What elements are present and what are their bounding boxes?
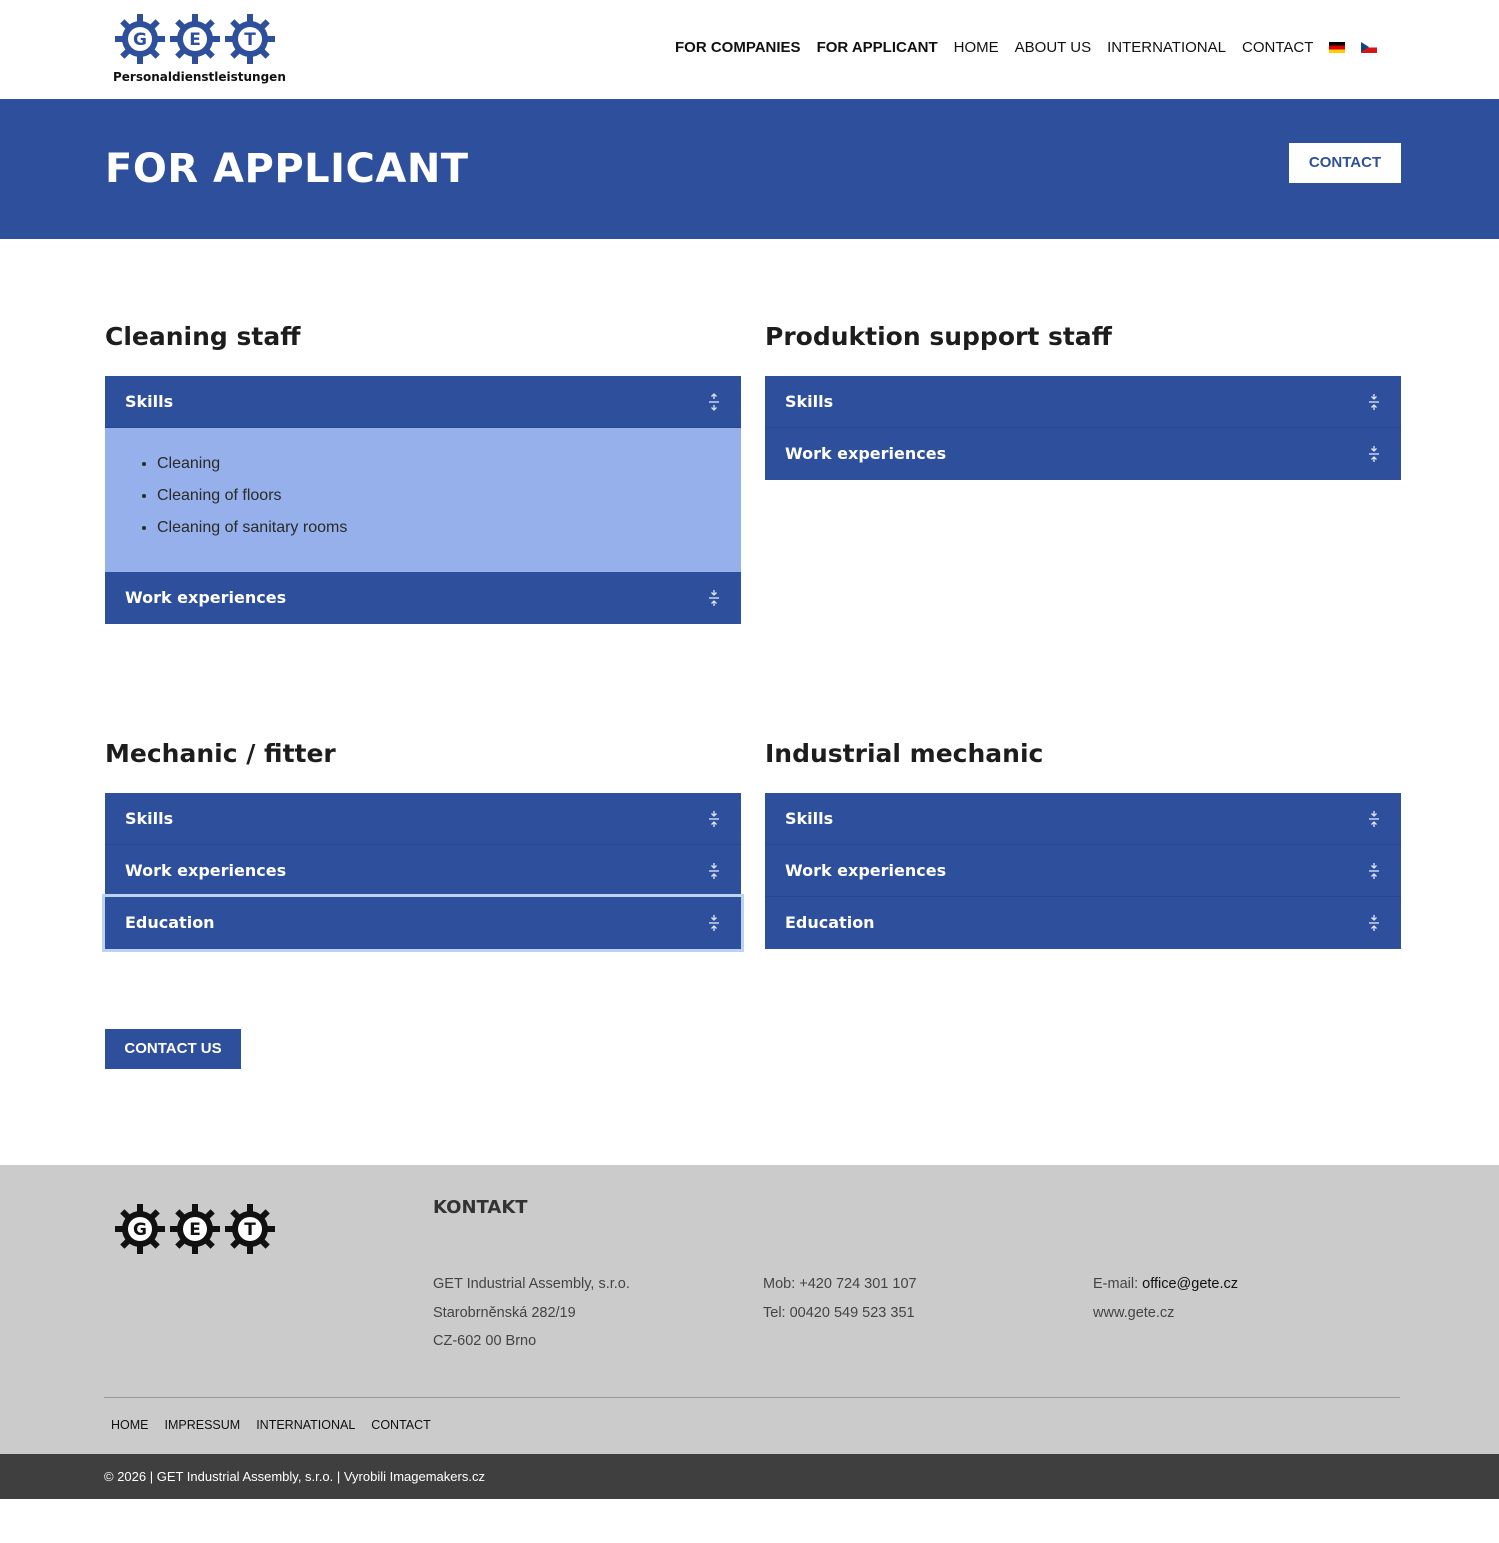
telephone: Tel: 00420 549 523 351 [763,1304,915,1321]
logo-letter: T [244,30,256,50]
accordion-header-skills[interactable] [105,376,741,428]
section-title: Mechanic / fitter [105,739,336,768]
gear-logo-icon [110,12,282,68]
footer-address [433,1270,630,1356]
copyright-bar [0,1454,1499,1499]
email-link[interactable]: office@gete.cz [1142,1276,1239,1292]
logo-letter: E [189,1220,201,1240]
footer-link-contact[interactable]: CONTACT [371,1418,431,1432]
section-title: Cleaning staff [105,322,301,351]
accordion-label: Work experiences [785,444,947,463]
collapse-arrows-icon [707,393,721,411]
accordion [765,793,1401,949]
email-label: E-mail: [1093,1276,1139,1292]
street-address: Starobrněnská 282/19 [433,1304,576,1321]
accordion-header-skills[interactable] [765,793,1401,845]
company-name: GET Industrial Assembly, s.r.o. [433,1276,630,1292]
expand-arrows-icon [707,810,721,828]
nav-for-companies[interactable]: FOR COMPANIES [675,39,801,56]
accordion [105,793,741,949]
accordion [105,376,741,624]
city-address: CZ-602 00 Brno [433,1333,537,1349]
footer-gear-logo-icon[interactable] [112,1203,278,1255]
accordion-header-education[interactable] [765,897,1401,949]
logo-letter: G [133,1220,147,1240]
accordion [765,376,1401,480]
accordion-header-work-experiences[interactable] [765,428,1401,480]
accordion-header-skills[interactable] [105,793,741,845]
footer-online [1093,1270,1238,1327]
footer-nav [111,1418,447,1432]
footer-phones [763,1270,917,1327]
accordion-label: Work experiences [125,861,287,880]
site-header [0,0,1499,99]
logo-letter: G [133,30,147,50]
page-hero [0,99,1499,239]
section-mechanic-fitter [105,739,741,949]
section-industrial-mechanic [765,739,1401,949]
accordion-label: Skills [125,392,174,411]
accordion-header-education[interactable] [105,897,741,949]
footer-divider [104,1397,1400,1398]
list-item: • Cleaning [157,448,741,480]
footer-link-impressum[interactable]: IMPRESSUM [164,1418,241,1432]
logo-letter: T [244,1220,256,1240]
accordion-header-work-experiences[interactable] [105,572,741,624]
hero-contact-button[interactable]: CONTACT [1289,143,1401,183]
nav-home[interactable]: HOME [953,39,999,56]
accordion-header-work-experiences[interactable] [105,845,741,897]
section-title: Produktion support staff [765,322,1112,351]
expand-arrows-icon [707,914,721,932]
logo-tagline: Personaldienstleistungen [113,70,286,84]
expand-arrows-icon [1367,393,1381,411]
accordion-label: Education [125,913,215,932]
expand-arrows-icon [1367,862,1381,880]
nav-international[interactable]: INTERNATIONAL [1107,39,1226,56]
main-nav [675,39,1393,56]
email-row [1093,1270,1238,1299]
expand-arrows-icon [707,862,721,880]
accordion-label: Skills [785,392,834,411]
accordion-label: Work experiences [125,588,287,607]
expand-arrows-icon [1367,914,1381,932]
accordion-label: Skills [785,809,834,828]
nav-for-applicant[interactable]: FOR APPLICANT [816,39,938,56]
copyright-text: © 2026 | GET Industrial Assembly, s.r.o. | Vyrobili Imagemakers.cz [104,1469,485,1484]
footer-heading: KONTAKT [433,1197,528,1218]
site-footer [0,1165,1499,1454]
accordion-label: Skills [125,809,174,828]
mobile-phone: Mob: +420 724 301 107 [763,1276,917,1292]
german-flag-icon[interactable] [1329,42,1345,53]
list-item: • Cleaning of floors [157,480,741,512]
expand-arrows-icon [1367,445,1381,463]
list-item: • Cleaning of sanitary rooms [157,512,741,544]
czech-flag-icon[interactable] [1361,42,1377,53]
contact-us-button[interactable]: CONTACT US [105,1029,241,1069]
accordion-label: Education [785,913,875,932]
accordion-header-skills[interactable] [765,376,1401,428]
page-title: FOR APPLICANT [105,146,469,192]
accordion-label: Work experiences [785,861,947,880]
site-logo[interactable] [110,12,286,90]
section-produktion-support-staff [765,322,1401,480]
accordion-header-work-experiences[interactable] [765,845,1401,897]
logo-letter: E [189,30,201,50]
accordion-panel-skills [105,428,741,572]
nav-about-us[interactable]: ABOUT US [1014,39,1092,56]
website-text: www.gete.cz [1093,1304,1175,1321]
footer-link-home[interactable]: HOME [111,1418,149,1432]
expand-arrows-icon [707,589,721,607]
nav-contact[interactable]: CONTACT [1241,39,1314,56]
section-title: Industrial mechanic [765,739,1044,768]
section-cleaning-staff [105,322,741,624]
footer-link-international[interactable]: INTERNATIONAL [256,1418,356,1432]
expand-arrows-icon [1367,810,1381,828]
